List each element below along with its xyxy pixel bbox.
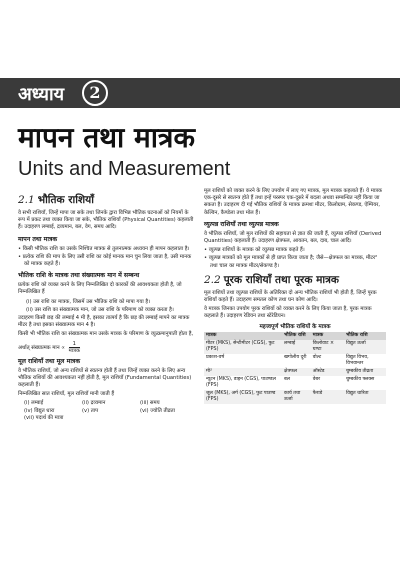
list-item: (iii) समय xyxy=(140,400,160,407)
table-header: भौतिक राशि xyxy=(344,332,386,340)
fraction-numerator: 1 xyxy=(69,341,80,348)
section-2-2-heading xyxy=(204,274,386,287)
bullet-item: • व्युत्पन्न राशियों के मात्रक को व्युत्पन्न मात्रक कहते हैं। xyxy=(204,247,305,254)
paragraph: मूल राशियों तथा व्युत्पन्न राशियों के अतिरिक्त दो अन्य भौतिक राशियाँ भी होती हैं, जिन्हें पूरक राशियाँ कहते हैं। उदाहरण समतल कोण तथा घन कोण आदि। xyxy=(204,289,377,304)
table-cell: न्यूटन (MKS), डाइन (CGS), पाउण्डल (FPS) xyxy=(206,376,276,388)
chapter-label: अध्याय xyxy=(18,84,65,105)
table-cell: बल xyxy=(284,376,291,382)
table-cell: वोल्ट xyxy=(312,354,322,360)
units-table xyxy=(204,332,386,404)
subheading-relation: भौतिक राशि के मात्रक तथा संख्यात्मक मान में सम्बन्ध xyxy=(18,272,140,280)
subheading-fundamental: मूल राशियाँ तथा मूल मात्रक xyxy=(18,357,81,365)
list-item: (vii) पदार्थ की मात्रा xyxy=(24,414,64,421)
table-row xyxy=(204,390,386,404)
chapter-title-hindi: मापन तथा मात्रक xyxy=(18,121,195,154)
formula-text: अर्थात् संख्यात्मक मान ∝ xyxy=(18,344,65,351)
table-row xyxy=(204,376,386,390)
table-header: भौतिक राशि xyxy=(282,332,311,340)
table-cell: वेबर xyxy=(312,376,321,382)
table-cell: मीटर (MKS), सेन्टीमीटर (CGS), फुट (FPS) xyxy=(204,340,282,354)
table-row xyxy=(204,354,386,368)
chapter-title-english: Units and Measurement xyxy=(18,158,231,180)
bullet-item: • व्युत्पन्न मात्रकों को मूल मात्रकों से ही प्राप्त किया जाता है; जैसे—क्षेत्रफल का मात्रक, मीटर² तथा चाल का मात्रक मीटर/सेकण्ड है। xyxy=(204,255,378,269)
table-cell: खगोलीय दूरी xyxy=(284,354,307,360)
table-cell: मी² xyxy=(204,368,282,376)
table-cell: किलोवाट × घण्टा xyxy=(311,340,344,354)
paragraph: प्रत्येक राशि को व्यक्त करने के लिए निम्नलिखित दो कारकों की आवश्यकता होती है, जो निम्नलिखित हैं xyxy=(18,282,182,296)
table-cell: क्षेत्रफल xyxy=(282,368,311,376)
paragraph: उदाहरण किसी छड़ की लम्बाई 4 मी है, इसका तात्पर्य है कि छड़ की लम्बाई मापने का मात्रक मीटर है तथा इसका संख्यात्मक मान 4 है। xyxy=(18,315,190,329)
subheading-measurement: मापन तथा मात्रक xyxy=(18,235,58,243)
table-cell: विद्युत ऊर्जा xyxy=(344,340,386,354)
paragraph: वे सभी राशियाँ, जिन्हें मापा जा सके तथा जिनके द्वारा विभिन्न भौतिक घटनाओं को नियमों के रूप में प्रकट तथा व्यक्त किया जा सके, भौतिक राशियाँ (Physical Quantities) कहलाती हैं। उदाहरण लम्बाई, द्रव्यमान, बल, वेग, समय आदि। xyxy=(18,210,194,231)
table-row xyxy=(204,368,386,376)
section-number: 2.2 xyxy=(204,273,221,286)
bullet-item: • किसी भौतिक राशि का उसके निश्चित मात्रक से तुलनात्मक अध्ययन ही मापन कहलाता है। xyxy=(18,245,190,252)
paragraph: वे मात्रक जिनका उपयोग पूरक राशियों को व्यक्त करने के लिए किया जाता है, पूरक मात्रक कहलाते हैं। उदाहरण रेडियन तथा स्टेरेडियन। xyxy=(204,306,372,320)
paragraph: किसी भी भौतिक राशि का संख्यात्मक मान उसके मात्रक के परिमाण के व्युत्क्रमानुपाती होता है, xyxy=(18,331,194,338)
table-cell: प्रकाश-वर्ष xyxy=(206,354,225,360)
formula xyxy=(18,341,194,354)
table-header: मात्रक xyxy=(311,332,344,340)
paragraph: मूल राशियों को व्यक्त करने के लिए उपयोग में लाए गए मात्रक, मूल मात्रक कहलाते हैं। ये मात्रक एक-दूसरे से स्वतन्त्र होते हैं तथा इन्हें परस्पर एक-दूसरे में बदला अथवा सम्बन्धित नहीं किया जा सकता है। उदाहरण दी गई भौतिक राशियों के मात्रक क्रमशः मीटर, किलोग्राम, सेकण्ड, ऐम्पियर, केल्विन, कैण्डेला तथा मोल हैं। xyxy=(204,188,383,216)
bullet-item: • प्रत्येक राशि की माप के लिए उसी राशि का कोई मानक मान चुन लिया जाता है, उसी मानक को मात्रक कहते हैं। xyxy=(18,253,192,268)
paragraph: वे भौतिक राशियाँ, जो अन्य राशियों से स्वतन्त्र होती हैं तथा जिन्हें व्यक्त करने के लिए अन्य भौतिक राशियों की आवश्यकता नहीं होती है, मूल राशियाँ (Fundamental Quantities) कहलाती हैं। xyxy=(18,367,192,389)
table-cell: फैराडे xyxy=(311,390,344,404)
chapter-header-bar xyxy=(0,78,400,108)
chapter-number-badge: 2 xyxy=(82,80,108,106)
section-number: 2.1 xyxy=(18,194,35,206)
list-item: (v) ताप xyxy=(82,407,99,414)
table-cell: चुम्बकीय तीव्रता xyxy=(344,368,386,376)
table-header-row xyxy=(204,332,386,340)
table-cell: जूल (MKS), अर्ग (CGS), फुट पाउण्ड (FPS) xyxy=(204,390,282,404)
list-item: (i) उस राशि का मात्रक, जिसमें उस भौतिक राशि को मापा गया है। xyxy=(26,298,151,305)
table-header: मात्रक xyxy=(204,332,282,340)
list-item: (i) लम्बाई xyxy=(24,400,44,407)
fraction-denominator: मात्रक xyxy=(68,347,80,354)
list-item: (vi) ज्योति तीव्रता xyxy=(140,407,175,414)
table-row xyxy=(204,340,386,354)
table-cell: चुम्बकीय फ्लक्स xyxy=(345,376,375,382)
left-column xyxy=(18,190,194,422)
table-caption: महत्त्वपूर्ण भौतिक राशियों के मात्रक xyxy=(259,323,331,330)
section-2-1-heading xyxy=(18,194,194,207)
table-cell: विद्युत धारिता xyxy=(344,390,386,404)
subheading-derived: व्युत्पन्न राशियाँ तथा व्युत्पन्न मात्रक xyxy=(204,220,279,228)
right-column xyxy=(204,188,386,404)
quantity-list xyxy=(18,400,194,422)
table-cell: ऑस्टेड xyxy=(311,368,344,376)
list-item: (iv) विद्युत धारा xyxy=(24,407,55,414)
paragraph: वे भौतिक राशियाँ, जो मूल राशियों की सहायता से ज्ञात की जाती हैं, व्युत्पन्न राशियाँ (Derived Quantities) कहलाती हैं। उदाहरण क्षेत्रफल, आयतन, बल, दाब, चाल आदि। xyxy=(204,230,382,245)
list-item: (ii) उस राशि का संख्यात्मक मान, जो उस राशि के परिमाण को व्यक्त करता है। xyxy=(26,306,174,313)
table-cell: विद्युत विभव, विभवान्तर xyxy=(345,354,369,366)
fraction xyxy=(69,341,80,354)
list-item: (ii) द्रव्यमान xyxy=(82,400,106,407)
table-cell: कार्य तथा ऊर्जा xyxy=(282,390,311,404)
section-title: पूरक राशियाँ तथा पूरक मात्रक xyxy=(223,273,339,286)
table-cell: लम्बाई xyxy=(282,340,311,354)
section-title: भौतिक राशियाँ xyxy=(37,194,94,206)
paragraph: निम्नलिखित सात राशियाँ, मूल राशियाँ मानी जाती हैं xyxy=(18,391,115,398)
